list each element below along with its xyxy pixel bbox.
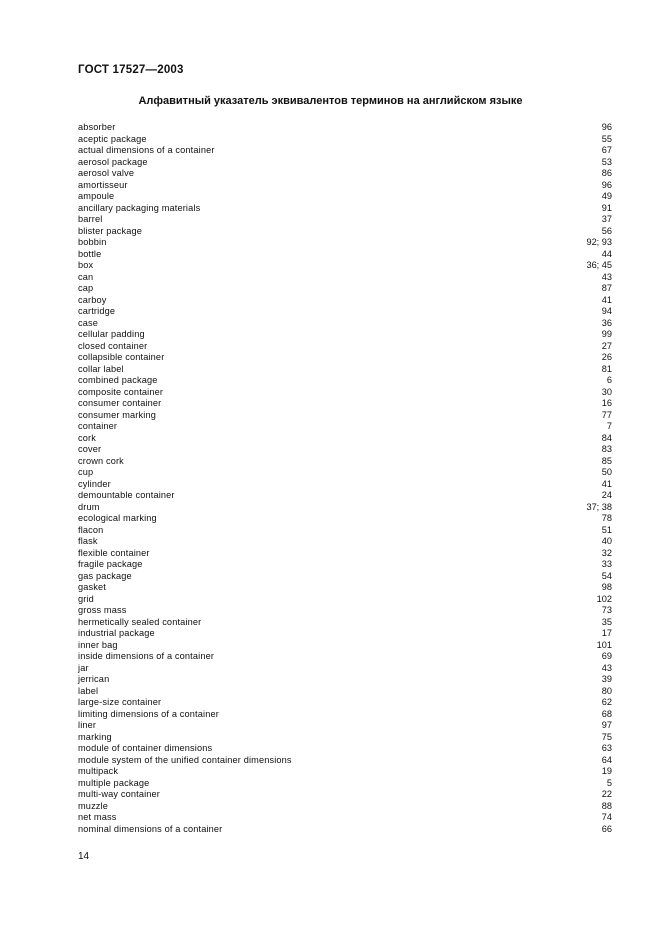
index-reference: 37; 38 <box>586 501 612 512</box>
index-reference: 75 <box>601 731 612 742</box>
index-entry <box>78 283 612 295</box>
index-entry <box>78 191 612 203</box>
index-entry <box>78 272 612 284</box>
index-reference: 16 <box>601 398 612 408</box>
index-reference: 78 <box>601 513 612 523</box>
index-entry <box>78 812 612 824</box>
index-term: inner bag <box>78 639 118 650</box>
index-term: large-size container <box>78 697 162 707</box>
index-reference: 83 <box>601 444 612 454</box>
index-entry <box>78 824 612 836</box>
index-entry <box>78 168 612 180</box>
index-term: combined package <box>78 375 158 385</box>
index-term: closed container <box>78 340 148 351</box>
index-term: net mass <box>78 812 117 822</box>
index-entry <box>78 778 612 790</box>
index-term: limiting dimensions of a container <box>78 708 219 719</box>
index-reference: 7 <box>606 421 612 431</box>
index-entry <box>78 536 612 548</box>
index-entry <box>78 456 612 468</box>
index-reference: 85 <box>601 455 612 466</box>
index-reference: 17 <box>601 628 612 638</box>
index-entry <box>78 145 612 157</box>
index-entry <box>78 237 612 249</box>
index-entry <box>78 513 612 525</box>
index-term: consumer container <box>78 398 162 408</box>
index-reference: 51 <box>601 524 612 535</box>
index-entry <box>78 548 612 560</box>
index-entry <box>78 157 612 169</box>
index-term: industrial package <box>78 628 155 638</box>
index-reference: 33 <box>601 559 612 569</box>
index-reference: 97 <box>601 720 612 730</box>
index-entry <box>78 525 612 537</box>
index-entry <box>78 479 612 491</box>
index-reference: 99 <box>601 329 612 339</box>
index-reference: 27 <box>601 340 612 351</box>
index-reference: 36 <box>601 317 612 328</box>
index-term: module of container dimensions <box>78 743 213 753</box>
index-entry <box>78 249 612 261</box>
index-term: aceptic package <box>78 133 147 144</box>
index-term: multi-way container <box>78 789 160 799</box>
index-term: aerosol package <box>78 156 148 167</box>
index-term: cork <box>78 432 96 443</box>
index-reference: 94 <box>601 306 612 316</box>
index-reference: 32 <box>601 547 612 558</box>
index-term: nominal dimensions of a container <box>78 823 223 834</box>
index-term: cylinder <box>78 478 111 489</box>
index-term: ancillary packaging materials <box>78 202 201 213</box>
index-term: composite container <box>78 386 164 397</box>
index-term: flacon <box>78 524 104 535</box>
index-term: module system of the unified container dimensions <box>78 754 292 765</box>
index-term: marking <box>78 731 112 742</box>
index-term: liner <box>78 720 97 730</box>
index-reference: 86 <box>601 168 612 178</box>
index-reference: 92; 93 <box>586 237 612 247</box>
document-header: ГОСТ 17527—2003 <box>78 64 184 76</box>
index-reference: 96 <box>601 179 612 190</box>
index-entry <box>78 663 612 675</box>
index-entry <box>78 375 612 387</box>
index-reference: 56 <box>601 225 612 236</box>
index-entry <box>78 697 612 709</box>
index-reference: 39 <box>601 674 612 684</box>
index-reference: 36; 45 <box>586 260 612 270</box>
index-entry <box>78 444 612 456</box>
index-entry <box>78 582 612 594</box>
index-reference: 91 <box>601 202 612 213</box>
index-term: flask <box>78 536 98 546</box>
index-term: carboy <box>78 294 107 305</box>
index-term: blister package <box>78 225 143 236</box>
index-reference: 67 <box>601 145 612 155</box>
index-entry <box>78 203 612 215</box>
index-reference: 74 <box>601 812 612 822</box>
index-entry <box>78 490 612 502</box>
index-reference: 49 <box>601 191 612 201</box>
index-reference: 43 <box>601 271 612 282</box>
index-entry <box>78 502 612 514</box>
index-entry <box>78 260 612 272</box>
index-reference: 30 <box>601 386 612 397</box>
index-entry <box>78 364 612 376</box>
index-term: inside dimensions of a container <box>78 651 215 661</box>
index-entry <box>78 640 612 652</box>
index-reference: 80 <box>601 685 612 696</box>
index-reference: 62 <box>601 697 612 707</box>
index-reference: 101 <box>596 639 612 650</box>
index-term: actual dimensions of a container <box>78 145 215 155</box>
index-entry <box>78 398 612 410</box>
index-entry <box>78 329 612 341</box>
index-reference: 26 <box>601 352 612 362</box>
index-reference: 96 <box>601 122 612 132</box>
index-term: cover <box>78 444 102 454</box>
index-entry <box>78 318 612 330</box>
index-reference: 55 <box>601 133 612 144</box>
index-term: gas package <box>78 570 132 581</box>
index-term: gross mass <box>78 605 127 615</box>
index-entry <box>78 571 612 583</box>
index-reference: 41 <box>601 294 612 305</box>
index-reference: 64 <box>601 754 612 765</box>
index-reference: 50 <box>601 467 612 477</box>
index-entry <box>78 180 612 192</box>
index-reference: 68 <box>601 708 612 719</box>
index-term: box <box>78 260 94 270</box>
index-term: ecological marking <box>78 513 157 523</box>
index-entry <box>78 421 612 433</box>
index-term: bottle <box>78 248 102 259</box>
index-term: can <box>78 271 94 282</box>
index-reference: 37 <box>601 214 612 224</box>
index-entry <box>78 594 612 606</box>
index-entry <box>78 605 612 617</box>
index-entry <box>78 295 612 307</box>
index-term: aerosol valve <box>78 168 135 178</box>
index-reference: 87 <box>601 283 612 293</box>
index-term: multipack <box>78 766 119 776</box>
index-reference: 41 <box>601 478 612 489</box>
index-entry <box>78 789 612 801</box>
index-term: gasket <box>78 582 106 592</box>
index-reference: 19 <box>601 766 612 776</box>
index-entry <box>78 134 612 146</box>
index-entry <box>78 732 612 744</box>
index-reference: 6 <box>606 375 612 385</box>
index-entry <box>78 214 612 226</box>
index-term: muzzle <box>78 800 109 811</box>
index-entry <box>78 651 612 663</box>
index-term: container <box>78 421 118 431</box>
index-entry <box>78 433 612 445</box>
index-entry <box>78 743 612 755</box>
index-entry <box>78 352 612 364</box>
index-reference: 98 <box>601 582 612 592</box>
index-reference: 24 <box>601 490 612 500</box>
index-term: drum <box>78 501 100 512</box>
index-term: jerrican <box>78 674 110 684</box>
index-entry <box>78 341 612 353</box>
index-term: absorber <box>78 122 116 132</box>
index-reference: 63 <box>601 743 612 753</box>
index-term: demountable container <box>78 490 175 500</box>
index-entry <box>78 559 612 571</box>
index-reference: 44 <box>601 248 612 259</box>
index-term: hermetically sealed container <box>78 616 202 627</box>
index-reference: 81 <box>601 363 612 374</box>
index-term: cap <box>78 283 94 293</box>
index-entry <box>78 686 612 698</box>
index-reference: 43 <box>601 662 612 673</box>
index-term: collar label <box>78 363 124 374</box>
page-number: 14 <box>78 851 90 862</box>
index-reference: 77 <box>601 409 612 420</box>
index-term: fragile package <box>78 559 143 569</box>
index-term: grid <box>78 593 94 604</box>
index-term: consumer marking <box>78 409 156 420</box>
index-reference: 54 <box>601 570 612 581</box>
index-entry <box>78 674 612 686</box>
index-reference: 66 <box>601 823 612 834</box>
term-index-list <box>78 122 612 835</box>
index-term: crown cork <box>78 455 124 466</box>
index-entry <box>78 122 612 134</box>
index-entry <box>78 720 612 732</box>
index-reference: 88 <box>601 800 612 811</box>
index-term: multiple package <box>78 777 150 788</box>
index-term: flexible container <box>78 547 150 558</box>
index-reference: 40 <box>601 536 612 546</box>
index-entry <box>78 467 612 479</box>
index-term: case <box>78 317 99 328</box>
index-reference: 73 <box>601 605 612 615</box>
index-reference: 53 <box>601 156 612 167</box>
index-term: cup <box>78 467 94 477</box>
index-entry <box>78 766 612 778</box>
index-entry <box>78 306 612 318</box>
index-entry <box>78 226 612 238</box>
index-term: label <box>78 685 99 696</box>
index-reference: 84 <box>601 432 612 443</box>
index-term: jar <box>78 662 89 673</box>
index-entry <box>78 410 612 422</box>
index-reference: 35 <box>601 616 612 627</box>
index-term: ampoule <box>78 191 115 201</box>
index-reference: 5 <box>606 777 612 788</box>
index-entry <box>78 617 612 629</box>
index-reference: 102 <box>596 593 612 604</box>
index-reference: 69 <box>601 651 612 661</box>
index-entry <box>78 387 612 399</box>
index-entry <box>78 801 612 813</box>
index-entry <box>78 709 612 721</box>
index-term: amortisseur <box>78 179 128 190</box>
index-reference: 22 <box>601 789 612 799</box>
index-term: bobbin <box>78 237 107 247</box>
index-entry <box>78 755 612 767</box>
index-term: cellular padding <box>78 329 145 339</box>
index-term: barrel <box>78 214 103 224</box>
index-term: cartridge <box>78 306 116 316</box>
index-term: collapsible container <box>78 352 165 362</box>
index-title: Алфавитный указатель эквивалентов терминов на английском языке <box>138 95 523 107</box>
index-entry <box>78 628 612 640</box>
